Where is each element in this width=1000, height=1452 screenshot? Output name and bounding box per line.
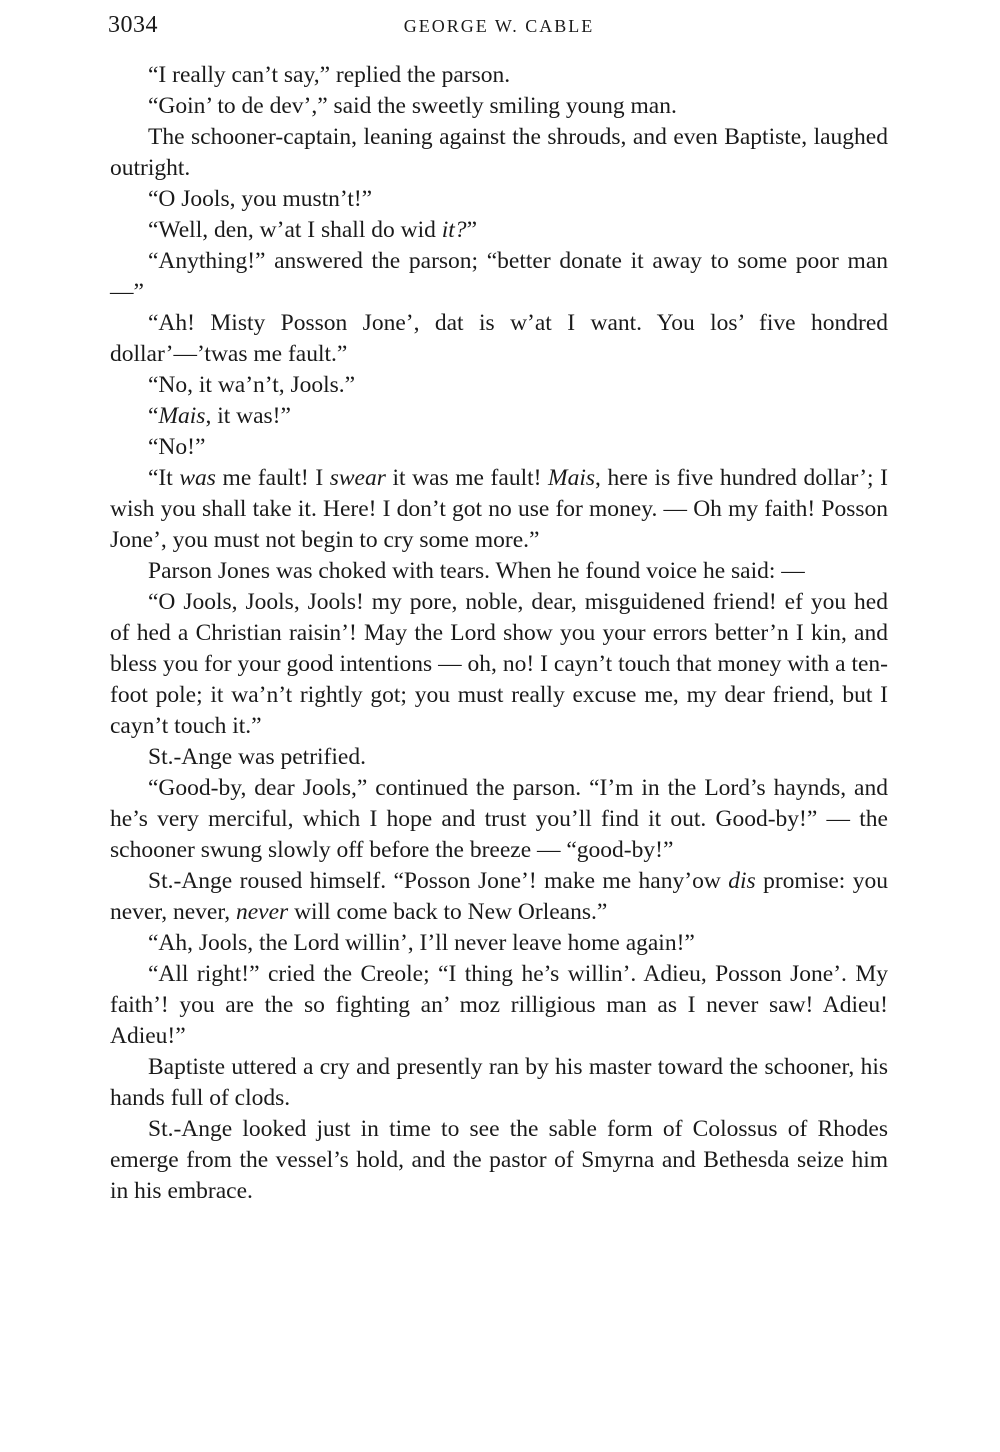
paragraph: “Goin’ to de dev’,” said the sweetly smiling young man.: [148, 93, 677, 119]
paragraph: “No!”: [148, 434, 206, 460]
paragraph: “No, it wa’n’t, Jools.”: [148, 372, 356, 398]
paragraph: “Ah, Jools, the Lord willin’, I’ll never leave home again!”: [148, 930, 695, 956]
paragraph: St.-Ange was petrified.: [148, 744, 366, 770]
paragraph: Parson Jones was choked with tears. When he found voice he said: —: [148, 558, 805, 584]
paragraph: The schooner-captain, leaning against the shrouds, and even Baptiste, laughed outright.: [110, 124, 888, 181]
italic-text: swear: [329, 465, 386, 491]
running-head: GEORGE W. CABLE: [403, 16, 595, 36]
paragraph: “O Jools, Jools, Jools! my pore, noble, dear, misguidened friend! ef you hed of hed a Christian raisin’! May the Lord show you your errors better’n I kin, and bless you for your good intentions — oh, no! I cayn’t touch that money with a ten-foot pole; it wa’n’t rightly got; you must really excuse me, my dear friend, but I cayn’t touch it.”: [110, 589, 888, 739]
paragraph: Baptiste uttered a cry and presently ran by his master toward the schooner, his hands full of clods.: [110, 1054, 888, 1111]
paragraph: “I really can’t say,” replied the parson.: [148, 62, 511, 88]
paragraph: “O Jools, you mustn’t!”: [148, 186, 373, 212]
paragraph: “Well, den, w’at I shall do wid it?”: [148, 217, 477, 243]
italic-text: it?: [441, 217, 467, 243]
paragraph: “All right!” cried the Creole; “I thing he’s willin’. Adieu, Posson Jone’. My faith’! you are the so fighting an’ moz rilligious man as I never saw! Adieu! Adieu!”: [110, 961, 888, 1049]
italic-text: dis: [728, 868, 756, 894]
paragraph: St.-Ange looked just in time to see the sable form of Colossus of Rhodes emerge from the vessel’s hold, and the pastor of Smyrna and Bethesda seize him in his embrace.: [110, 1116, 888, 1204]
body-text: [110, 60, 888, 1207]
italic-text: never: [236, 899, 289, 925]
paragraph: “It was me fault! I swear it was me fault! Mais, here is five hundred dollar’; I wish you shall take it. Here! I don’t got no use for money. — Oh my faith! Posson Jone’, you must not begin to cry some more.”: [110, 465, 888, 553]
italic-text: was: [179, 465, 216, 491]
page-header: [108, 12, 890, 46]
paragraph: “Mais, it was!”: [148, 403, 291, 429]
page-number: 3034: [108, 12, 158, 38]
paragraph: “Ah! Misty Posson Jone’, dat is w’at I want. You los’ five hondred dollar’—’twas me fault.”: [110, 310, 888, 367]
paragraph: “Good-by, dear Jools,” continued the parson. “I’m in the Lord’s haynds, and he’s very merciful, which I hope and trust you’ll find it out. Good-by!” — the schooner swung slowly off before the breeze — “good-by!”: [110, 775, 888, 863]
paragraph: “Anything!” answered the parson; “better donate it away to some poor man —”: [110, 248, 888, 305]
italic-text: Mais: [158, 403, 206, 429]
paragraph: St.-Ange roused himself. “Posson Jone’! make me hany’ow dis promise: you never, never, never will come back to New Orleans.”: [110, 868, 888, 925]
italic-text: Mais: [548, 465, 596, 491]
